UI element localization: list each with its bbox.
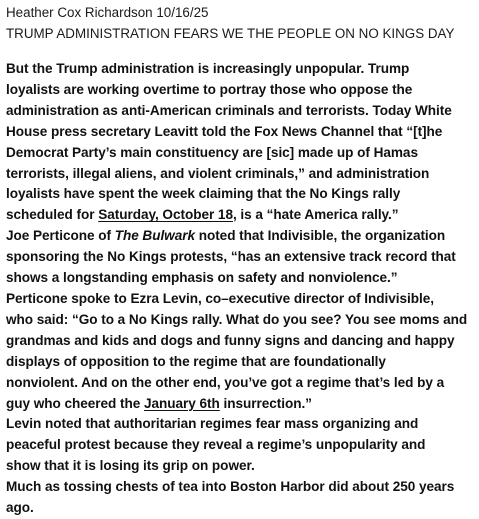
body-line: Much as tossing chests of tea into Boston Harbor did about 250 years	[6, 479, 455, 495]
body-line: ago.	[6, 500, 34, 516]
body-line: Levin noted that authoritarian regimes fear mass organizing and	[6, 416, 419, 432]
body-line: sponsoring the No Kings protests, “has an extensive track record that	[6, 249, 456, 265]
body-line: terrorists, illegal aliens, and violent criminals,” and administration	[6, 165, 430, 181]
date-link-saturday-october-18[interactable]: Saturday, October 18	[98, 207, 233, 223]
body-text-span: noted that Indivisible, the organization	[194, 228, 446, 244]
body-line: But the Trump administration is increasingly unpopular. Trump	[6, 61, 410, 76]
body-line: Democrat Party’s main constituency are [sic] made up of Hamas	[6, 144, 418, 160]
body-line	[6, 205, 476, 226]
body-line: Perticone spoke to Ezra Levin, co–executive director of Indivisible,	[6, 290, 434, 306]
body-line	[6, 226, 476, 247]
body-line: shows a longstanding emphasis on safety and nonviolence.”	[6, 270, 398, 286]
article-title: TRUMP ADMINISTRATION FEARS WE THE PEOPLE ON NO KINGS DAY	[6, 26, 455, 41]
publication-name: The Bulwark	[114, 228, 195, 244]
body-line: loyalists have spent the week claiming that the No Kings rally	[6, 186, 401, 202]
body-line: loyalists are working overtime to portray those who oppose the	[6, 81, 413, 97]
body-text-span: guy who cheered the	[6, 395, 144, 411]
byline: Heather Cox Richardson 10/16/25	[6, 5, 209, 20]
body-line: grandmas and kids and dogs and funny signs and dancing and happy	[6, 332, 455, 348]
body-line: who said: “Go to a No Kings rally. What do you see? You see moms and	[6, 311, 468, 327]
body-line: show that it is losing its grip on power.	[6, 458, 255, 474]
article-header	[6, 2, 474, 44]
body-line: House press secretary Leavitt told the Fox News Channel that “[t]he	[6, 123, 443, 139]
body-text-span: insurrection.”	[219, 395, 312, 411]
body-text-span: Joe Perticone of	[6, 228, 115, 244]
body-line	[6, 394, 476, 415]
article-body	[6, 59, 476, 519]
body-line: nonviolent. And on the other end, you’ve got a regime that’s led by a	[6, 374, 445, 390]
body-text-span: scheduled for	[6, 207, 99, 223]
date-link-january-6th[interactable]: January 6th	[144, 395, 220, 411]
body-line: displays of opposition to the regime that are foundationally	[6, 353, 386, 369]
body-line: peaceful protest because they reveal a regime’s unpopularity and	[6, 437, 426, 453]
body-line: administration as anti-American criminals and terrorists. Today White	[6, 102, 452, 118]
body-text-span: , is a “hate America rally.”	[232, 207, 399, 223]
